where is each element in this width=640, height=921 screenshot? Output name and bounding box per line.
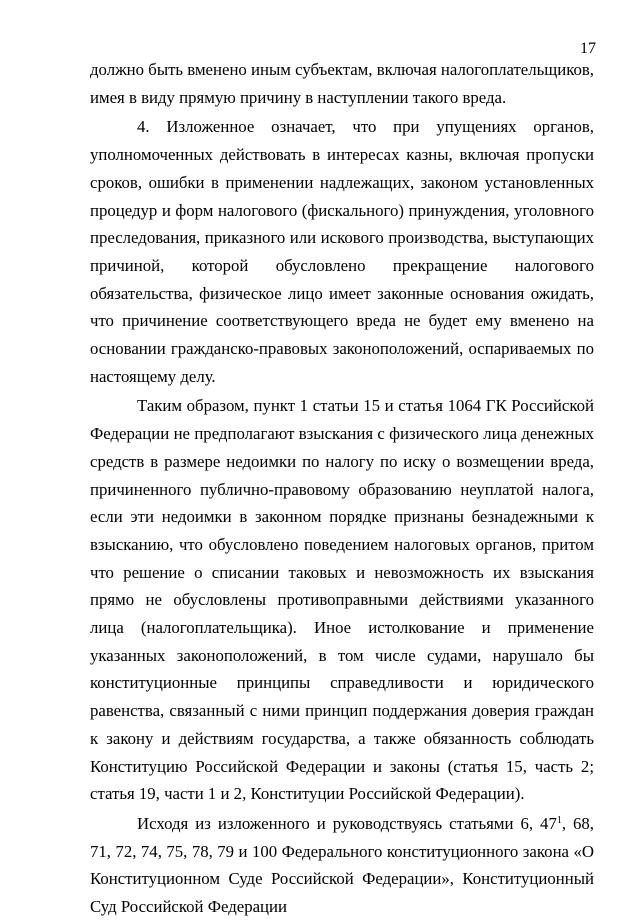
- paragraph-point-4: 4. Изложенное означает, что при упущениях органов, уполномоченных действовать в интересах казны, включая пропуски сроков, ошибки в применении надлежащих, законом установленных процедур и форм налогового (фискального) принуждения, уголовного преследования, приказного или искового производства, выступающих причиной, которой обусловлено прекращение налогового обязательства, физическое лицо имеет законные основания ожидать, что причинение соответствующего вреда не будет ему вменено на основании гражданско-правовых законоположений, оспариваемых по настоящему делу.: [90, 117, 594, 386]
- article-superscript: 1: [556, 814, 562, 826]
- paragraph-resolution-preamble: [90, 810, 594, 921]
- page-number: 17: [580, 40, 596, 57]
- document-body: [90, 56, 594, 921]
- paragraph-continuation: должно быть вменено иным субъектам, включая налогоплательщиков, имея в виду прямую причину в наступлении такого вреда.: [90, 60, 594, 107]
- preamble-text-end: , 68, 71, 72, 74, 75, 78, 79 и 100 Федерального конституционного закона «О Конституционном Суде Российской Федерации», Конституционный Суд Российской Федерации: [90, 813, 594, 917]
- paragraph-conclusion: Таким образом, пункт 1 статьи 15 и статья 1064 ГК Российской Федерации не предполагают взыскания с физического лица денежных средств в размере недоимки по налогу по иску о возмещении вреда, причиненного публично-правовому образованию неуплатой налога, если эти недоимки в законном порядке признаны безнадежными к взысканию, что обусловлено поведением налоговых органов, притом что решение о списании таковых и невозможность их взыскания прямо не обусловлены противоправными действиями указанного лица (налогоплательщика). Иное истолкование и применение указанных законоположений, в том числе судами, нарушало бы конституционные принципы справедливости и юридического равенства, связанный с ними принцип поддержания доверия граждан к закону и действиям государства, а также обязанность соблюдать Конституцию Российской Федерации и законы (статья 15, часть 2; статья 19, части 1 и 2, Конституции Российской Федерации).: [90, 396, 594, 804]
- preamble-text-start: Исходя из изложенного и руководствуясь статьями 6, 47: [137, 813, 557, 833]
